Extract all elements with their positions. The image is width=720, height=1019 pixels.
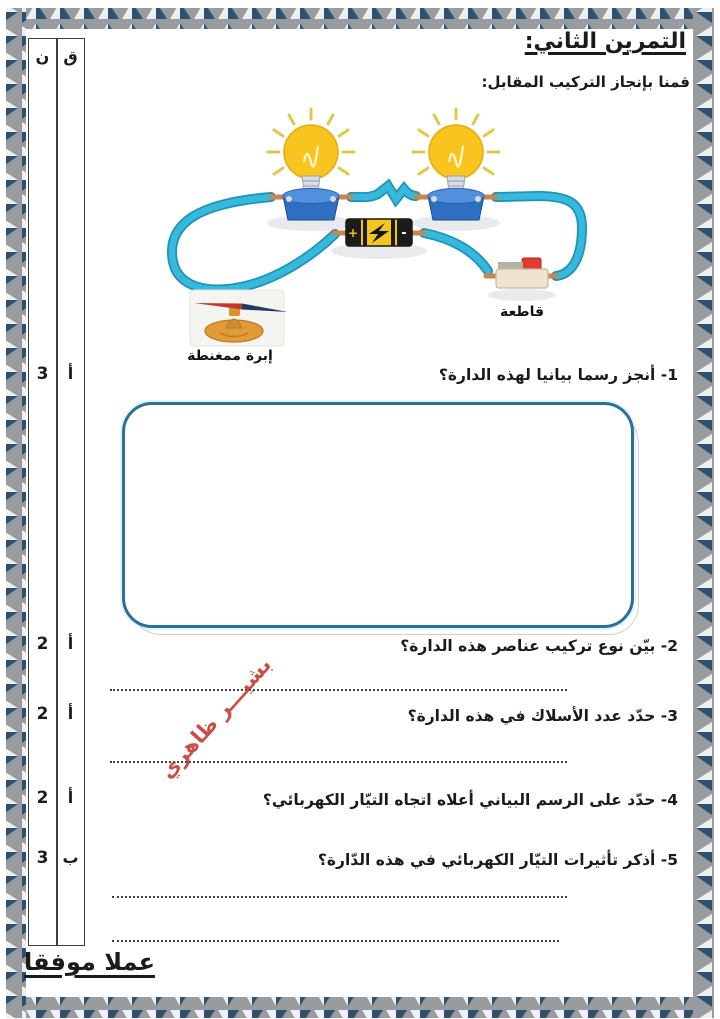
exercise-intro: قمنا بإنجاز التركيب المقابل: — [481, 73, 690, 91]
answer-dotted-line — [110, 689, 567, 691]
question-4: 4- حدّد على الرسم البياني أعلاه اتجاه التيّار الكهربائي؟ — [262, 791, 678, 809]
points-value: 2 — [36, 704, 49, 724]
battery-plus-sign: + — [347, 226, 359, 240]
magnetized-needle — [190, 290, 288, 346]
points-value: 2 — [36, 634, 49, 654]
battery — [346, 219, 412, 246]
bulb-glass — [284, 125, 338, 179]
grading-row — [29, 788, 84, 814]
socket-bolt — [330, 196, 336, 202]
battery-band — [391, 219, 395, 246]
points-value: 3 — [36, 364, 49, 384]
question-1: 1- أنجز رسما بيانيا لهذه الدارة؟ — [438, 366, 678, 384]
points-value: 3 — [36, 848, 49, 868]
border-top-strip — [6, 8, 714, 29]
grading-row — [29, 634, 84, 660]
circuit-diagram — [158, 106, 590, 364]
exercise-title: التمرين الثاني: — [524, 29, 686, 54]
points-value: 2 — [36, 788, 49, 808]
grading-table — [28, 38, 85, 946]
question-part: أ — [67, 704, 74, 723]
socket-bolt — [431, 196, 437, 202]
switch — [496, 258, 548, 288]
battery-band — [363, 219, 367, 246]
border-bottom-strip — [6, 997, 714, 1018]
answer-dotted-line — [112, 940, 559, 942]
question-5: 5- أذكر تأثيرات التيّار الكهربائي في هذه الدّارة؟ — [317, 851, 678, 869]
question-part: أ — [67, 634, 74, 653]
bulb-glass — [429, 125, 483, 179]
teacher-watermark: بشيـــر ظاهري — [154, 652, 277, 784]
answer-dotted-line — [112, 896, 567, 898]
switch-label: قاطعة — [499, 304, 545, 320]
grading-row — [29, 364, 84, 390]
battery-minus-sign: - — [401, 226, 407, 241]
grading-row — [29, 848, 84, 874]
question-part: ب — [62, 848, 79, 867]
light-bulb-1 — [268, 109, 354, 220]
needle-label: إبرة ممغنطة — [187, 348, 273, 364]
light-bulb-2 — [413, 109, 499, 220]
switch-body — [496, 269, 548, 288]
switch-shadow — [488, 289, 556, 301]
question-2: 2- بيّن نوع تركيب عناصر هذه الدارة؟ — [400, 637, 678, 655]
socket-bolt — [475, 196, 481, 202]
question-3: 3- حدّد عدد الأسلاك في هذه الدارة؟ — [407, 707, 678, 725]
socket-rim — [428, 189, 484, 204]
grading-header-points: ن — [35, 47, 50, 66]
question-part: أ — [67, 788, 74, 807]
socket-bolt — [286, 196, 292, 202]
border-right-strip — [693, 8, 714, 1018]
drawing-answer-box — [122, 402, 634, 628]
grading-row — [29, 704, 84, 730]
footer-good-luck: عملا موفقا — [24, 948, 155, 976]
grading-header-question: ق — [63, 47, 78, 66]
question-part: أ — [67, 364, 74, 383]
socket-rim — [283, 189, 339, 204]
border-left-strip — [6, 8, 26, 1018]
